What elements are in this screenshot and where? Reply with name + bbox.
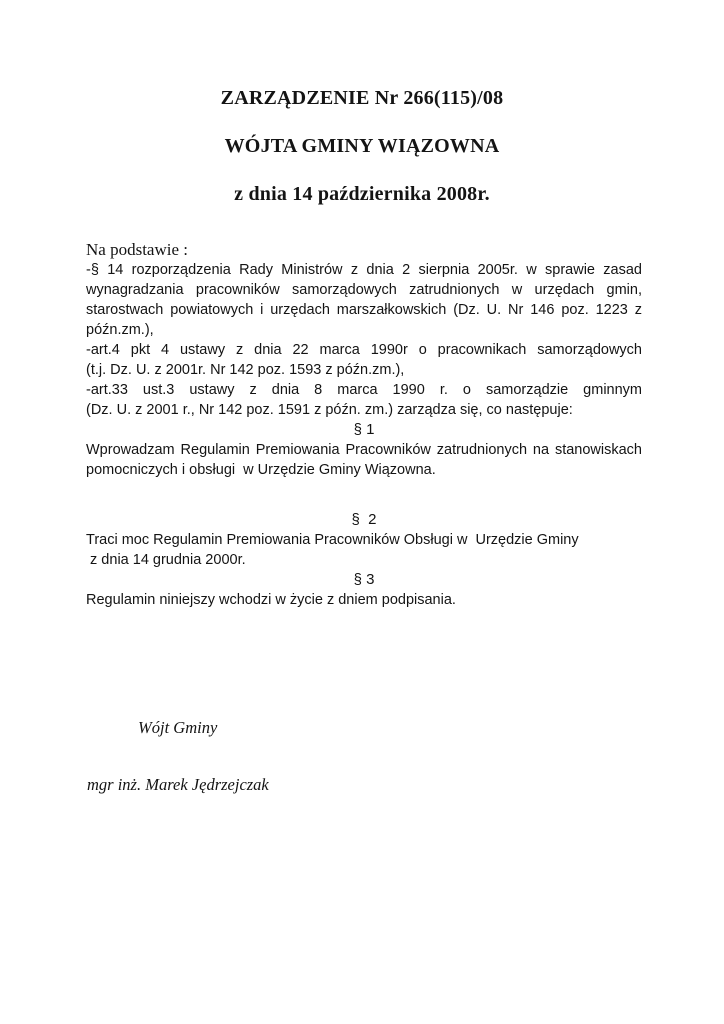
document-header <box>0 0 724 204</box>
section-2-line-2: z dnia 14 grudnia 2000r. <box>86 552 246 568</box>
legal-basis-line-5: -art.4 pkt 4 ustawy z dnia 22 marca 1990r o pracownikach samorządowych <box>86 342 642 358</box>
section-1-line-1: Wprowadzam Regulamin Premiowania Pracowników zatrudnionych na stanowiskach <box>86 442 642 458</box>
document-title-line-2: WÓJTA GMINY WIĄZOWNA <box>224 135 500 157</box>
section-1-heading: § 1 <box>353 421 375 438</box>
section-2-heading: § 2 <box>351 511 377 528</box>
legal-basis-line-3: starostwach powiatowych i urzędach marszałkowskich (Dz. U. Nr 146 poz. 1223 z <box>86 302 642 318</box>
section-2-line-1: Traci moc Regulamin Premiowania Pracowników Obsługi w Urzędzie Gminy <box>86 532 579 548</box>
section-1-line-2: pomocniczych i obsługi w Urzędzie Gminy Wiązowna. <box>86 462 436 478</box>
document-body <box>86 240 642 832</box>
signature-role: Wójt Gminy <box>138 718 218 737</box>
document-title-line-1: ZARZĄDZENIE Nr 266(115)/08 <box>220 87 504 109</box>
section-3 <box>86 570 642 610</box>
section-1 <box>86 420 642 480</box>
section-3-line-1: Regulamin niniejszy wchodzi w życie z dniem podpisania. <box>86 592 456 608</box>
legal-basis-line-6: (t.j. Dz. U. z 2001r. Nr 142 poz. 1593 z późn.zm.), <box>86 362 405 378</box>
legal-basis-line-4: późn.zm.), <box>86 322 154 338</box>
legal-basis-line-2: wynagradzania pracowników samorządowych zatrudnionych w urzędach gmin, <box>86 282 642 298</box>
document-title-line-3: z dnia 14 października 2008r. <box>234 183 490 205</box>
legal-basis-line-7: -art.33 ust.3 ustawy z dnia 8 marca 1990 r. o samorządzie gminnym <box>86 382 642 398</box>
section-3-heading: § 3 <box>353 571 375 588</box>
legal-basis-line-8: (Dz. U. z 2001 r., Nr 142 poz. 1591 z późn. zm.) zarządza się, co następuje: <box>86 402 573 418</box>
preamble-intro: Na podstawie : <box>86 240 188 259</box>
legal-basis-paragraphs <box>86 260 642 420</box>
legal-basis-line-1: -§ 14 rozporządzenia Rady Ministrów z dnia 2 sierpnia 2005r. w sprawie zasad <box>86 262 642 278</box>
signature-name: mgr inż. Marek Jędrzejczak <box>87 775 269 794</box>
signature-block <box>86 680 642 832</box>
section-2 <box>86 510 642 570</box>
